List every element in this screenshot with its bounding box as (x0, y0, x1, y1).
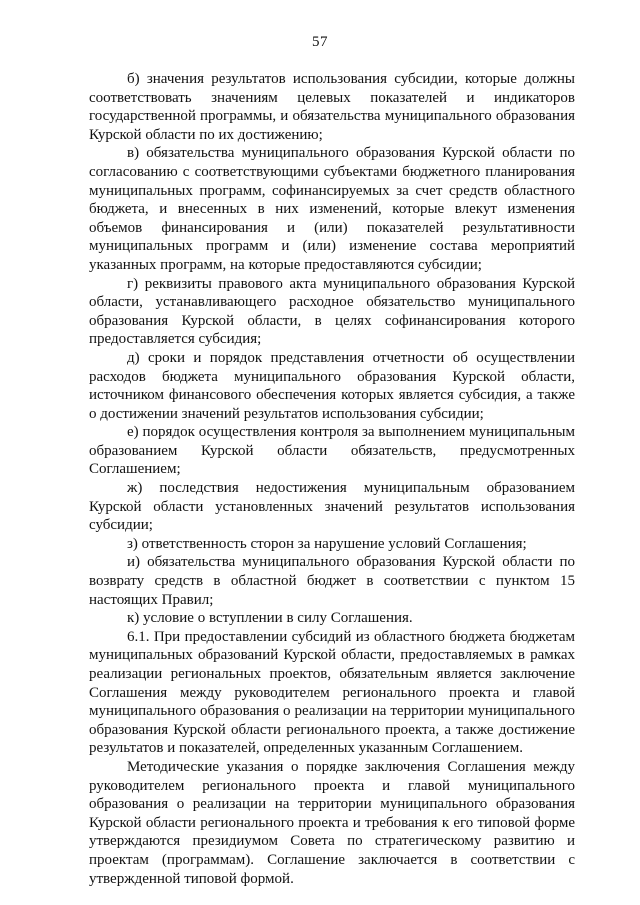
paragraph-b: б) значения результатов использования субсидии, которые должны соответствовать значениям целевых показателей и индикаторов государственной программы, и обязательства муниципального образования Курской области по их достижению; (89, 71, 575, 143)
paragraph-v: в) обязательства муниципального образования Курской области по согласованию с соответствующими субъектами бюджетного планирования муниципальных программ, софинансируемых за счет средств областного бюджета, и внесенных в них изменений, которые влекут изменения объемов финансирования и (или) показателей результативности муниципальных программ и (или) изменение состава мероприятий указанных программ, на которые предоставляются субсидии; (89, 145, 575, 273)
paragraph-z: з) ответственность сторон за нарушение условий Соглашения; (127, 535, 527, 552)
paragraph-methodical-instructions: Методические указания о порядке заключения Соглашения между руководителем регионального проекта и главой муниципального образования о реализации на территории муниципального образования Курской области регионального проекта и требования к его типовой форме утверждаются президиумом Совета по стратегическому развитию и проектам (программам). Соглашение заключается в соответствии с утвержденной типовой формой. (89, 758, 575, 887)
page-number: 57 (312, 34, 328, 50)
paragraph-i: и) обязательства муниципального образования Курской области по возврату средств в областной бюджет в соответствии с пунктом 15 настоящих Правил; (89, 554, 575, 608)
paragraph-zh: ж) последствия недостижения муниципальным образованием Курской области установленных значений результатов использования субсидии; (89, 480, 575, 534)
paragraph-k: к) условие о вступлении в силу Соглашения. (127, 610, 413, 627)
paragraph-e: е) порядок осуществления контроля за выполнением муниципальным образованием Курской области обязательств, предусмотренных Соглашением; (89, 424, 575, 478)
document-body (89, 70, 575, 888)
paragraph-d: д) сроки и порядок представления отчетности об осуществлении расходов бюджета муниципального образования Курской области, источником финансового обеспечения которых является субсидия, а также о достижении значений результатов использования субсидии; (89, 349, 575, 422)
paragraph-6-1: 6.1. При предоставлении субсидий из областного бюджета бюджетам муниципальных образований Курской области, предоставляемых в рамках реализации региональных проектов, обязательным является заключение Соглашения между руководителем регионального проекта и главой муниципального образования о реализации на территории муниципального образования Курской области регионального проекта, а также достижение результатов и показателей, определенных указанным Соглашением. (89, 628, 575, 757)
paragraph-g: г) реквизиты правового акта муниципального образования Курской области, устанавливающего расходное обязательство муниципального образования Курской области, в целях софинансирования которого предоставляется субсидия; (89, 275, 575, 348)
